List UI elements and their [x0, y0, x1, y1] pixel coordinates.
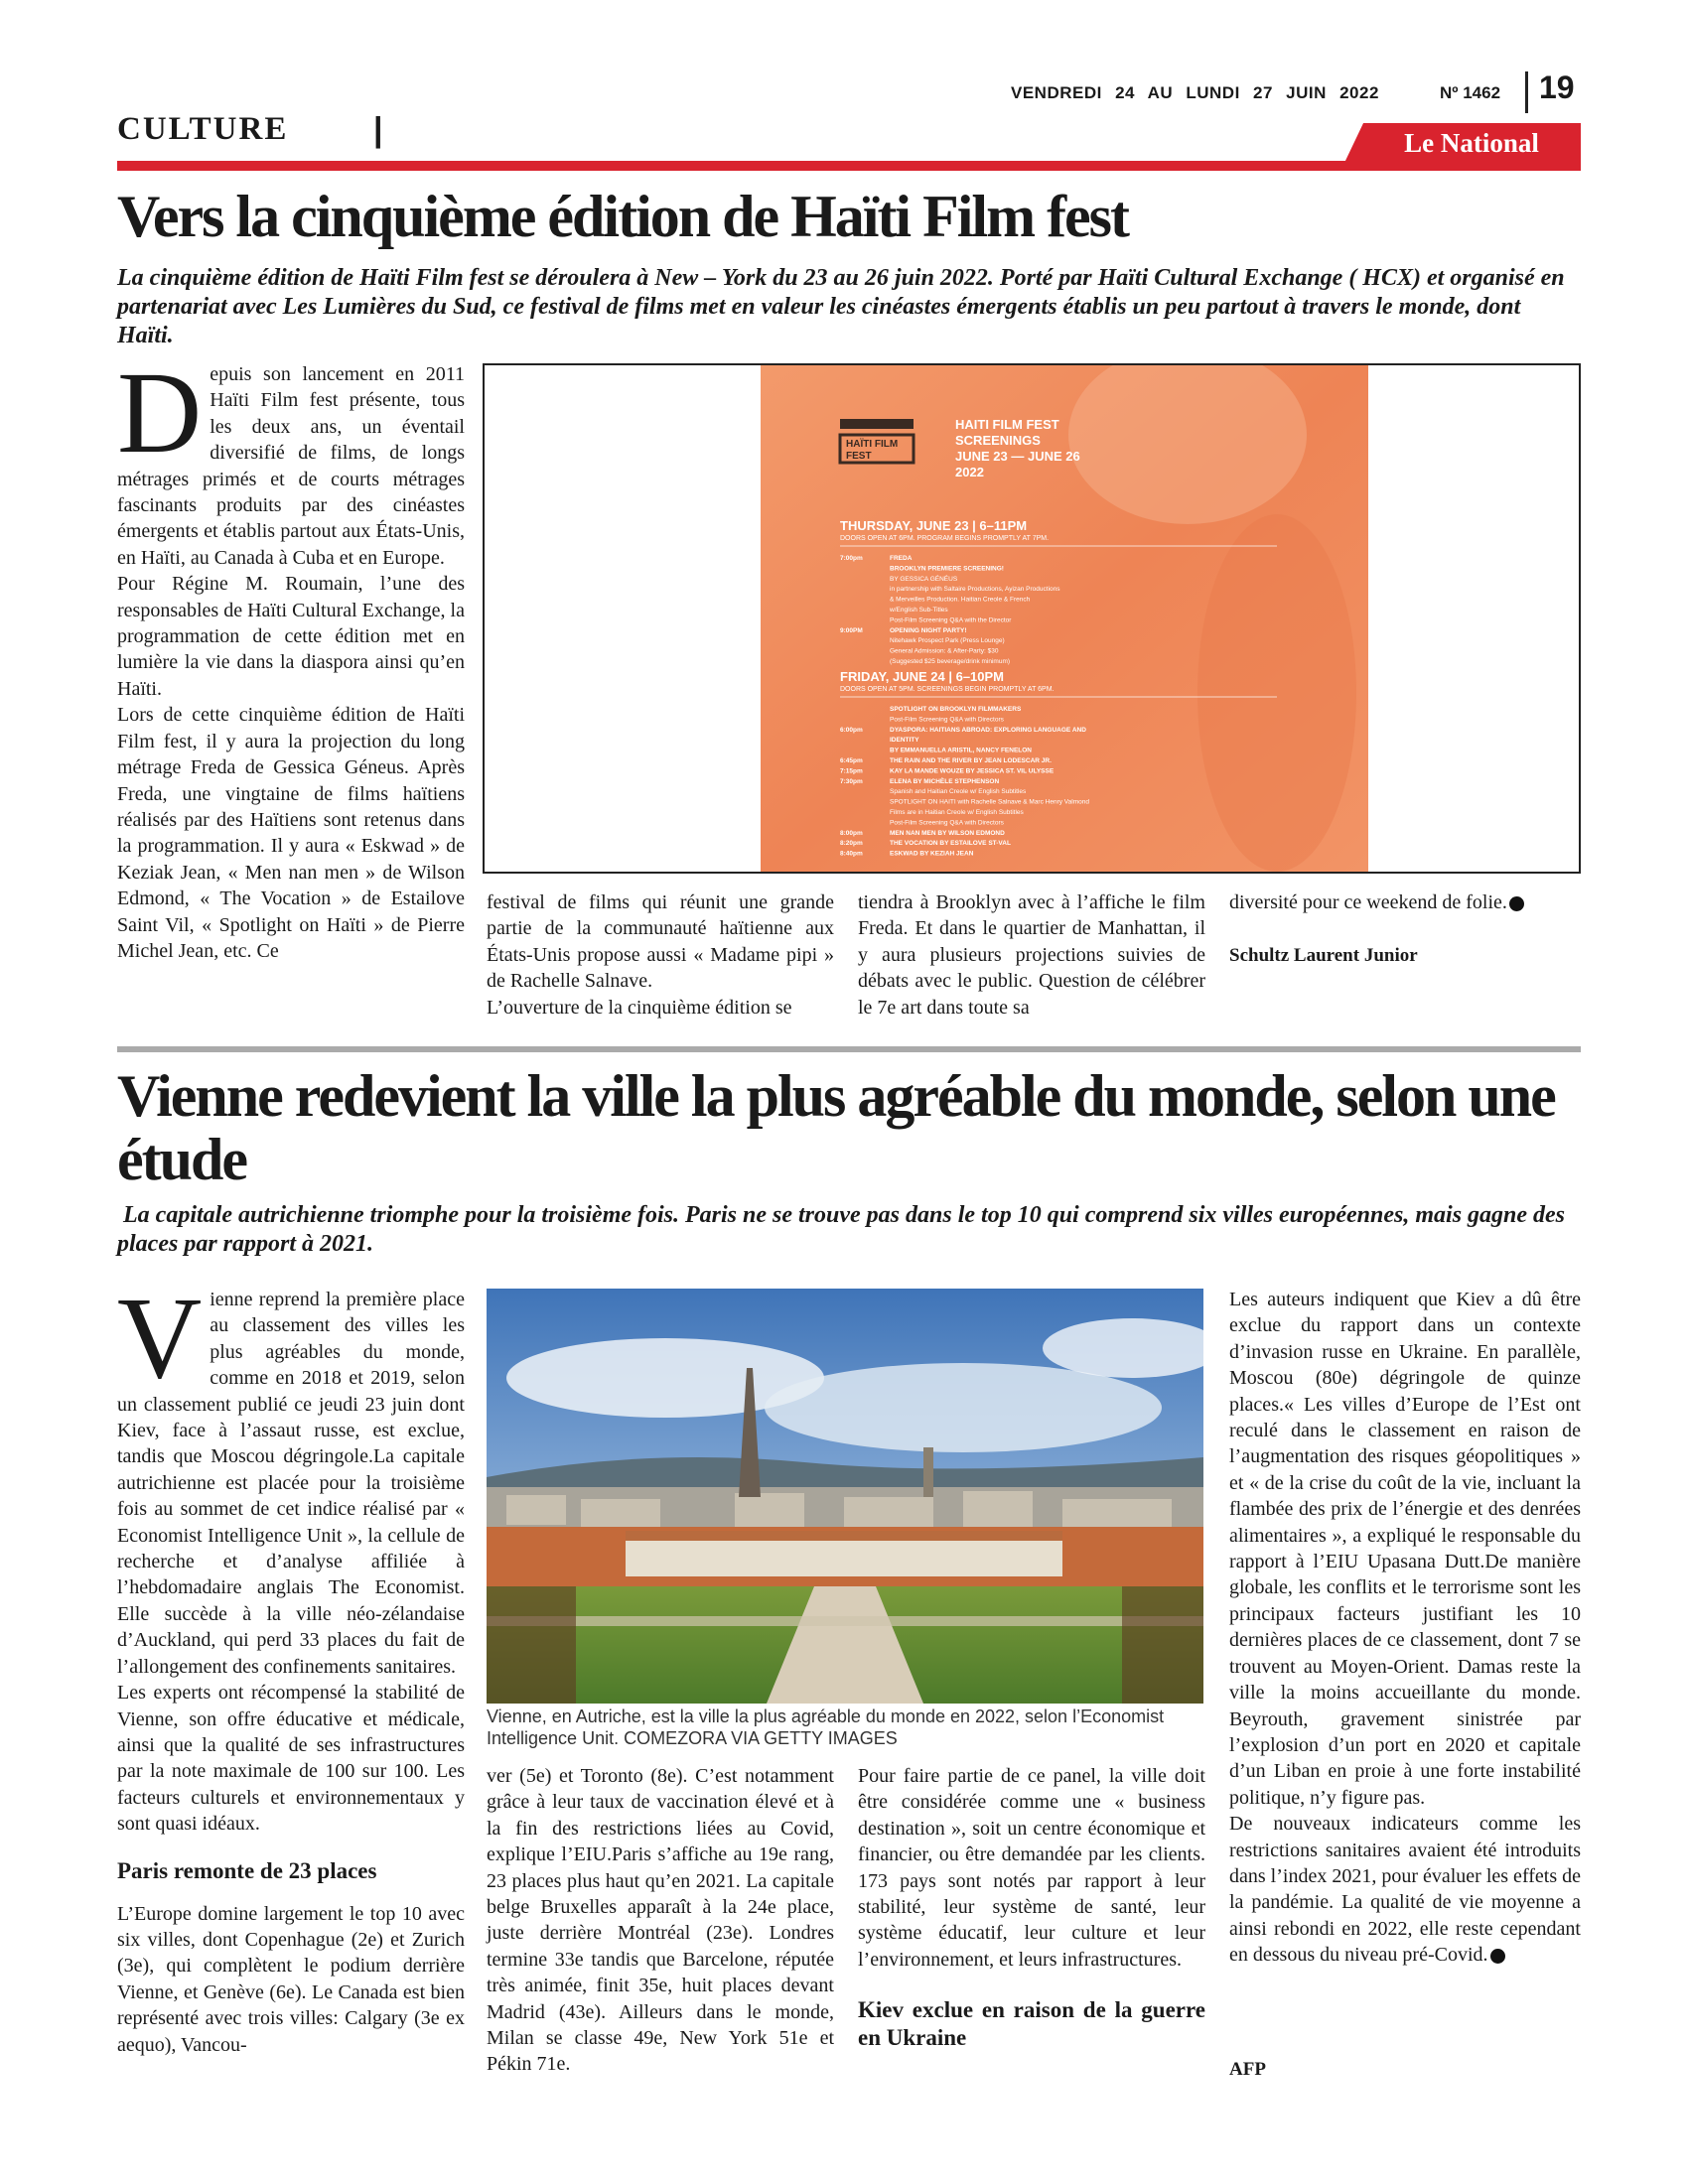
article2-paragraph-2: Les experts ont récompensé la stabilité de Vienne, son offre éducative et médicale, ainsi que la qualité de ses infrastructures par la note maximale de 100 sur 100. Les facteurs culturels et environnementaux y sont quasi idéaux. [117, 1682, 465, 1836]
photo-palace [626, 1537, 1062, 1576]
poster-row-time: 7:30pm [840, 777, 863, 785]
poster-title-4: 2022 [955, 465, 984, 479]
dateline: VENDREDI 24 AU LUNDI 27 JUIN 2022 [1011, 83, 1379, 102]
poster-row-text: KAY LA MANDE WOUZE BY JESSICA ST. VIL ULYSSE [890, 767, 1055, 775]
poster-row-text: OPENING NIGHT PARTY! [890, 626, 967, 634]
article1-column-2 [487, 889, 834, 1021]
article2-column-1 [117, 1273, 465, 2058]
photo-cloud [765, 1363, 1162, 1452]
section-label: CULTURE [117, 111, 289, 147]
article1-paragraph-3: Lors de cette cinquième édition de Haïti Film fest, il y aura la projection du long métrage Freda de Gessica Géneus. Après Freda, une vingtaine de films haïtiens réalisés par des Haïtiens sont retenus dans la programmation. Il y aura « Eskwad » de Keziak Jean, « Men nan men » de Wilson Edmond, « The Vocation » de Estailove Saint Vil, « Spotlight on Haïti » de Pierre Michel Jean, etc. Ce [117, 704, 465, 962]
poster-title-2: SCREENINGS [955, 433, 1041, 448]
article2-column-3 [858, 1763, 1205, 2052]
poster-row-time: 7:15pm [840, 767, 863, 775]
poster-logo-line1: HAÏTI FILM [846, 439, 899, 450]
poster-row-text: Spanish and Haitian Creole w/ English Subtitles [890, 788, 1027, 796]
section-separator: | [373, 111, 383, 149]
article2-paragraph-1: ienne reprend la première place au classement des villes les plus agréables du monde, comme en 2018 et 2019, selon un classement publié ce jeudi 23 juin dont Kiev, face à l’assaut russe, est exclue, tandis que Moscou dégringole.La capitale autrichienne est placée pour la troisième fois au sommet de cet indice réalisé par « Economist Intelligence Unit », la cellule de recherche et d’analyse affiliée à l’hebdomadaire anglais The Economist. Elle succède à la ville néo-zélandaise d’Auckland, qui perd 33 places du fait de l’allongement des confinements sanitaires. [117, 1289, 465, 1678]
article2-author: AFP [1229, 2059, 1266, 2080]
article2-column-3-text: Pour faire partie de ce panel, la ville doit être considérée comme une « business destination », soit un centre économique et financier, ou être demandée par les clients. 173 pays sont notés par rapport à leur stabilité, leur système de santé, leur système éducatif, leur culture et leur l’environnement, et leurs infrastructures. [858, 1765, 1205, 1971]
poster-row-time: 8:00pm [840, 829, 863, 837]
poster-row-time: 7:00pm [840, 555, 863, 562]
poster-friday-heading: FRIDAY, JUNE 24 | 6–10PM [840, 669, 1005, 684]
article2-column-4 [1229, 1287, 1581, 1969]
end-mark-icon [1490, 1949, 1505, 1964]
brand-name: Le National [1404, 127, 1539, 158]
poster-row-text: in partnership with Saltaire Productions, Ayizan Productions [890, 586, 1060, 594]
article1-column-3: tiendra à Brooklyn avec à l’affiche le film Freda. Et dans le quartier de Manhattan, il y aura plusieurs projections suivies de débats avec le public. Question de célébrer le 7e art dans toute sa [858, 891, 1205, 1019]
article1-paragraph-2: Pour Régine M. Roumain, l’une des responsables de Haïti Cultural Exchange, la programmation de cette édition met en lumière la vie dans la diaspora ainsi qu’en Haïti. [117, 573, 465, 700]
poster-title-1: HAITI FILM FEST [955, 417, 1059, 432]
poster-row-text: BY GESSICA GÉNÉUS [890, 575, 958, 583]
photo-foreground-trees [487, 1586, 576, 1704]
poster-row-time: 8:20pm [840, 840, 863, 848]
article1-column-2-text-2: L’ouverture de la cinquième édition se [487, 996, 792, 1019]
poster-row-text: General Admission: & After-Party: $30 [890, 647, 999, 655]
poster-row-text: ESKWAD BY KEZIAH JEAN [890, 850, 974, 858]
issue-number: Nº 1462 [1440, 83, 1501, 102]
article1-paragraph-1: epuis son lancement en 2011 Haïti Film fest présente, tous les deux ans, un éventail diversifié de films, de longs métrages primés et de courts métrages fascinants produits par des cinéastes émergents et établis partout aux États-Unis, en Haïti, au Canada à Cuba et en Europe. [117, 363, 465, 569]
poster-row-time: 9:00PM [840, 626, 863, 634]
poster-row-text: SPOTLIGHT ON BROOKLYN FILMMAKERS [890, 706, 1022, 713]
article2-lede: La capitale autrichienne triomphe pour la troisième fois. Paris ne se trouve pas dans le top 10 qui comprend six villes européennes, mais gagne des places par rapport à 2021. [117, 1202, 1566, 1257]
article2-paragraph-4: Les auteurs indiquent que Kiev a dû être exclue du rapport dans un contexte d’invasion russe en Ukraine. En parallèle, Moscou (80e) dégringole de quinze places.« Les villes d’Europe de l’Est ont reculé dans le classement en raison de l’augmentation des risques géopolitiques » et « de la crise du coût de la vie, incluant la flambée des prix de l’énergie et des denrées alimentaires », a expliqué le responsable du rapport à l’EIU Upasana Dutt.De manière globale, les conflits et le terrorisme sont les principaux facteurs justifiant les 10 dernières places de ce classement, dont 7 se trouvent au Moyen-Orient. Damas reste la ville la moins accueillante du monde. Beyrouth, gravement sinistrée par l’explosion d’un port en 2020 et capitale d’un Liban en proie à une forte instabilité politique, n’y figure pas. [1229, 1289, 1581, 1809]
article2-paragraph-5: De nouveaux indicateurs comme les restrictions sanitaires avaient été introduits dans l’index 2021, pour évaluer les effets de la pandémie. La qualité de vie moyenne a ainsi rebondi en 2022, elle reste cependant en dessous du niveau pré-Covid. [1229, 1813, 1581, 1967]
poster-row-time: 8:40pm [840, 850, 863, 858]
article1-closing-text: diversité pour ce weekend de folie. [1229, 891, 1507, 913]
poster-row-time: 6:00pm [840, 726, 863, 734]
photo-tower [923, 1447, 933, 1497]
page-number: 19 [1539, 69, 1575, 105]
poster-row-text: THE VOCATION BY ESTAILOVE ST-VAL [890, 840, 1011, 848]
poster-row-text: Post-Film Screening Q&A with Directors [890, 716, 1004, 724]
poster-figure-shape-2 [1197, 514, 1356, 872]
article2-subhead-2: Kiev exclue en raison de la guerre en Ukraine [858, 1997, 1205, 2051]
article2-column-2: ver (5e) et Toronto (8e). C’est notamment grâce à leur taux de vaccination élevé et à la fin des restrictions liées au Covid, explique l’EIU.Paris s’affiche au 19e rang, 23 places plus haut qu’en 2021. La capitale belge Bruxelles apparaît à la 24e place, juste derrière Montréal (23e). Londres termine 33e tandis que Barcelone, réputée très animée, finit 35e, huit places devant Madrid (43e). Ailleurs dans le monde, Milan se classe 49e, New York 51e et Pékin 71e. [487, 1765, 834, 2076]
poster-row-text: Nitehawk Prospect Park (Press Lounge) [890, 637, 1005, 645]
article2-dropcap: V [117, 1273, 203, 1403]
end-mark-icon [1509, 896, 1524, 911]
poster-row-text: Post-Film Screening Q&A with the Director [890, 616, 1012, 624]
poster-row-text: w/English Sub-Titles [890, 607, 948, 614]
poster-row-text: FREDA [890, 555, 913, 562]
poster-thursday-heading: THURSDAY, JUNE 23 | 6–11PM [840, 518, 1028, 533]
article2-paragraph-3: L’Europe domine largement le top 10 avec six villes, dont Copenhague (2e) et Zurich (3e), qui complètent le podium derrière Vienne, et Genève (6e). Le Canada est bien représenté avec trois villes: Calgary (3e ex aequo), Vancou- [117, 1902, 465, 2056]
article2-title: Vienne redevient la ville la plus agréable du monde, selon une étude [117, 1063, 1555, 1192]
poster-row-text: & Merveilles Production. Haitian Creole & French [890, 596, 1031, 604]
poster-row-text: (Suggested $25 beverage/drink minimum) [890, 658, 1011, 665]
article1-dropcap: D [117, 347, 203, 478]
poster-row-text: Films are in Haitian Creole w/ English Subtitles [890, 809, 1024, 816]
poster-row-text: BROOKLYN PREMIERE SCREENING! [890, 565, 1004, 573]
poster-logo-line2: FEST [846, 451, 872, 462]
poster-row-text: IDENTITY [890, 737, 919, 745]
header-divider [1525, 71, 1528, 113]
poster-row-text: THE RAIN AND THE RIVER BY JEAN LODESCAR JR. [890, 757, 1052, 764]
article1-column-1 [117, 347, 465, 964]
article2-subhead-1: Paris remonte de 23 places [117, 1857, 377, 1883]
poster-row-text: Post-Film Screening Q&A with Directors [890, 819, 1004, 827]
poster-row-text: DYASPORA: HAITIANS ABROAD: EXPLORING LANGUAGE AND [890, 726, 1086, 734]
vienna-photo [487, 1289, 1203, 1704]
photo-garden-path-cross [487, 1616, 1203, 1626]
poster-row-text: BY EMMANUELLA ARISTIL, NANCY FENELON [890, 747, 1033, 754]
poster-title-3: JUNE 23 — JUNE 26 [955, 449, 1080, 464]
poster-row-text: SPOTLIGHT ON HAITI with Rachelle Salnave & Marc Henry Valmond [890, 798, 1089, 806]
header-rule [117, 161, 1581, 171]
article-divider [117, 1046, 1581, 1052]
poster-row-text: ELENA BY MICHÈLE STEPHENSON [890, 777, 1000, 785]
article1-column-2-text: festival de films qui réunit une grande partie de la communauté haïtienne aux États-Unis propose aussi « Madame pipi » de Rachelle Salnave. [487, 891, 834, 993]
festival-poster [761, 365, 1368, 872]
poster-row-time: 6:45pm [840, 757, 863, 764]
poster-thursday-sub: DOORS OPEN AT 6PM. PROGRAM BEGINS PROMPTLY AT 7PM. [840, 535, 1050, 542]
article1-title: Vers la cinquième édition de Haïti Film fest [117, 184, 1129, 249]
article1-column-4 [1229, 889, 1587, 915]
photo-palace-roof [626, 1531, 1062, 1541]
article1-lede: La cinquième édition de Haïti Film fest se déroulera à New – York du 23 au 26 juin 2022. Porté par Haïti Cultural Exchange ( HCX) et organisé en partenariat avec Les Lumières du Sud, ce festival de films met en valeur les cinéastes émergents établis un peu partout à travers le monde, dont Haïti. [117, 265, 1565, 348]
poster-row-text: MEN NAN MEN BY WILSON EDMOND [890, 829, 1005, 837]
poster-friday-sub: DOORS OPEN AT 5PM. SCREENINGS BEGIN PROMPTLY AT 6PM. [840, 686, 1055, 693]
photo-caption: Vienne, en Autriche, est la ville la plus agréable du monde en 2022, selon l’Economist Intelligence Unit. COMEZORA VIA GETTY IMAGES [487, 1706, 1165, 1748]
photo-foreground-trees [1122, 1586, 1203, 1704]
article1-author: Schultz Laurent Junior [1229, 945, 1418, 966]
